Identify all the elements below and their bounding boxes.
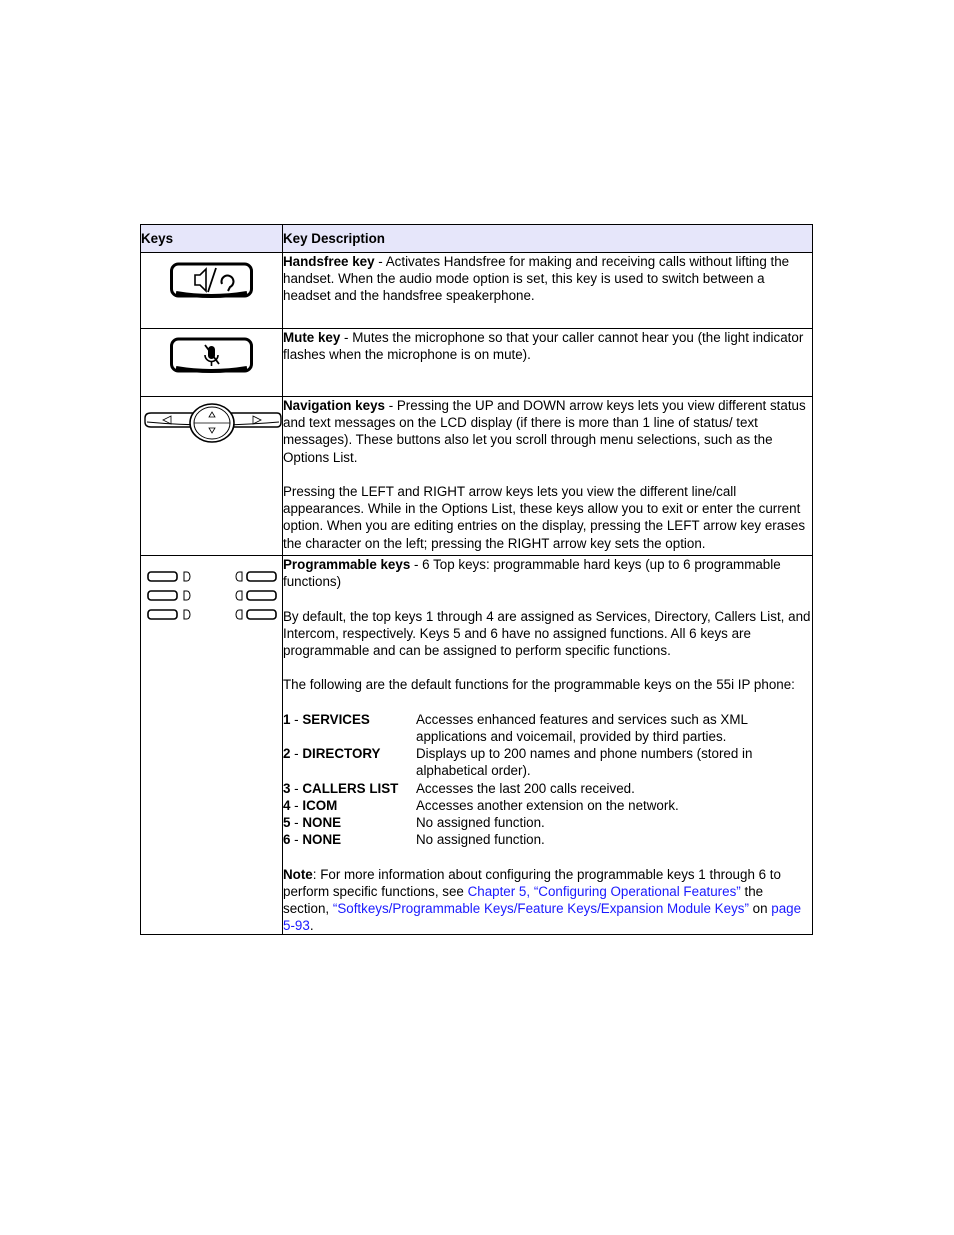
function-name: CALLERS LIST (302, 780, 399, 796)
list-item (283, 745, 812, 779)
function-description: Displays up to 200 names and phone numbers (stored in alphabetical order). (416, 746, 753, 779)
header-key-description: Key Description (283, 225, 813, 253)
programmable-keys-icon (141, 556, 282, 626)
table-row-navigation (141, 397, 813, 556)
table-row-mute (141, 329, 813, 397)
function-description: No assigned function. (416, 832, 545, 848)
function-description: Accesses another extension on the network. (416, 797, 679, 813)
note-text: the section, (283, 883, 764, 916)
function-separator: - (290, 815, 303, 830)
handsfree-key-name: Handsfree key (283, 254, 375, 269)
handsfree-key-text: - Activates Handsfree for making and receiving calls without lifting the handset. When the audio mode option is set, this key is used to switch between a headset and the handsfree speakerphone. (283, 254, 790, 304)
list-item (283, 831, 812, 848)
programmable-keys-text-2: By default, the top keys 1 through 4 are assigned as Services, Directory, Callers List, and Intercom, respectively. Keys 5 and 6 have no assigned functions. All 6 keys are programmable and can be assigned to perform specific functions. (283, 608, 811, 658)
function-number: 6 (283, 832, 291, 848)
list-item (283, 711, 812, 745)
function-name: DIRECTORY (302, 746, 381, 762)
note-label: Note (283, 866, 313, 882)
mute-key-cell (141, 329, 283, 397)
function-separator: - (290, 711, 303, 727)
function-separator: - (290, 746, 303, 762)
programmable-keys-description (283, 556, 813, 935)
table-header-row (141, 225, 813, 253)
function-number: 5 (283, 815, 291, 830)
table-row-programmable (141, 556, 813, 935)
function-separator: - (290, 832, 303, 848)
handsfree-headset-icon (141, 253, 282, 313)
function-number: 1 (283, 711, 291, 727)
programmable-functions-list (283, 711, 812, 849)
programmable-keys-cell (141, 556, 283, 935)
softkeys-section-link[interactable]: “Softkeys/Programmable Keys/Feature Keys/Expansion Module Keys” (332, 901, 749, 916)
programmable-keys-note (283, 866, 812, 935)
function-description: Accesses enhanced features and services such as XML applications and voicemail, provided by third parties. (416, 711, 748, 744)
keys-table (140, 224, 813, 935)
function-description: No assigned function. (416, 815, 545, 830)
note-text: : For more information about configuring the programmable keys 1 through 6 to perform specific functions, see (283, 866, 781, 899)
mute-key-description (283, 329, 813, 397)
function-name: NONE (302, 832, 342, 848)
function-number: 2 (283, 746, 291, 762)
programmable-keys-text-3: The following are the default functions for the programmable keys on the 55i IP phone: (283, 677, 795, 693)
chapter-5-link[interactable]: Chapter 5, “Configuring Operational Features” (467, 883, 741, 899)
navigation-keys-text-2: Pressing the LEFT and RIGHT arrow keys lets you view the different line/call appearances. While in the Options List, these keys allow you to exit or enter the current option. When you are editing entries on the display, pressing the LEFT arrow key erases the character on the left; pressing the RIGHT arrow key sets the option. (283, 484, 806, 551)
navigation-keys-name: Navigation keys (283, 398, 385, 413)
note-text: . (309, 918, 314, 934)
navigation-keys-description (283, 397, 813, 556)
function-number: 4 (283, 797, 291, 813)
function-separator: - (290, 797, 303, 813)
handsfree-key-cell (141, 253, 283, 329)
list-item (283, 780, 812, 797)
programmable-keys-name: Programmable keys (283, 557, 411, 572)
header-keys: Keys (141, 225, 283, 253)
function-name: SERVICES (302, 711, 370, 727)
navigation-keys-icon (141, 397, 282, 447)
function-description: Accesses the last 200 calls received. (416, 780, 635, 796)
table-row-handsfree (141, 253, 813, 329)
list-item (283, 814, 812, 831)
navigation-keys-cell (141, 397, 283, 556)
navigation-keys-text-1: - Pressing the UP and DOWN arrow keys lets you view different status and text messages on the LCD display (if there is more than 1 line of status/ text messages). These buttons also let you scroll through menu selections, such as the Options List. (283, 398, 806, 465)
function-name: NONE (302, 815, 342, 830)
page-5-93-link[interactable]: page 5-93 (283, 901, 802, 934)
handsfree-key-description (283, 253, 813, 329)
note-text: on (748, 901, 772, 916)
function-separator: - (290, 780, 303, 796)
programmable-keys-text-1: - 6 Top keys: programmable hard keys (up to 6 programmable functions) (283, 557, 781, 590)
function-number: 3 (283, 780, 291, 796)
mute-key-name: Mute key (283, 330, 341, 345)
function-name: ICOM (302, 797, 338, 813)
mute-microphone-icon (141, 329, 282, 379)
list-item (283, 797, 812, 814)
mute-key-text: - Mutes the microphone so that your caller cannot hear you (the light indicator flashes when the microphone is on mute). (283, 330, 804, 363)
